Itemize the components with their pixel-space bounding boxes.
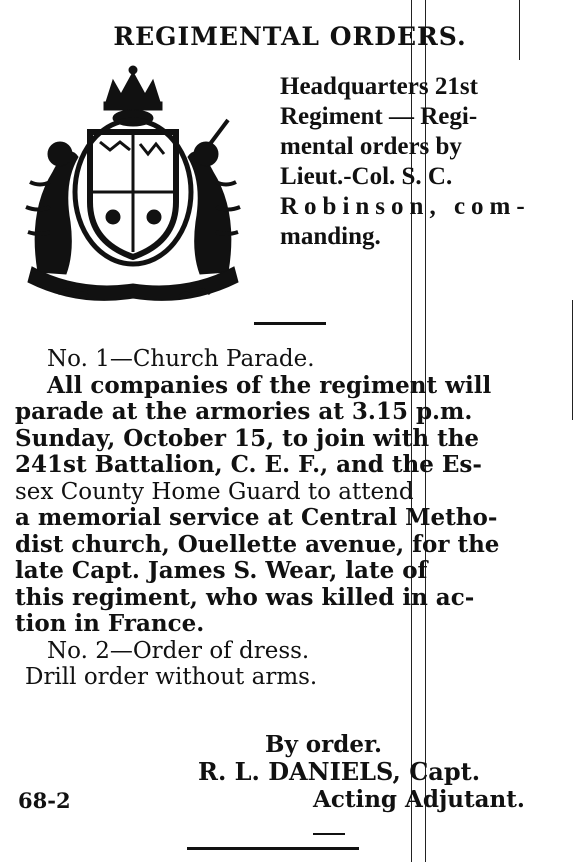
order2-heading: No. 2—Order of dress. — [47, 637, 310, 664]
by-order: By order. — [265, 731, 382, 758]
order1-line: sex County Home Guard to attend — [15, 478, 414, 505]
order1-line: a memorial service at Central Metho- — [15, 504, 498, 531]
order1-line: parade at the armories at 3.15 p.m. — [15, 398, 473, 425]
royal-coat-of-arms-crest-icon — [18, 62, 248, 302]
section-divider — [187, 847, 359, 850]
signer-name: R. L. DANIELS, Capt. — [198, 757, 481, 786]
intro-line: Lieut.-Col. S. C. — [280, 163, 453, 190]
notice-code: 68-2 — [18, 788, 71, 813]
order-body — [15, 346, 570, 691]
intro-line: Headquarters 21st — [280, 73, 478, 100]
order1-line: late Capt. James S. Wear, late of — [15, 557, 428, 584]
order1-heading: No. 1—Church Parade. — [47, 346, 315, 372]
order1-line: 241st Battalion, C. E. F., and the Es- — [15, 451, 482, 478]
order1-line: this regiment, who was killed in ac- — [15, 583, 475, 611]
order1-line: Sunday, October 15, to join with the — [15, 424, 480, 452]
order2-line: Drill order without arms. — [25, 664, 318, 690]
order1-line: dist church, Ouellette avenue, for the — [15, 530, 500, 558]
intro-line: mental orders by — [280, 133, 462, 160]
page-title: REGIMENTAL ORDERS. — [113, 22, 467, 51]
column-rule — [572, 300, 573, 420]
intro-line: manding. — [280, 223, 381, 250]
intro-line: Robinson, com- — [280, 193, 531, 220]
order1-line: All companies of the regiment will — [47, 371, 492, 399]
order1-line: tion in France. — [15, 610, 205, 637]
intro-line: Regiment — Regi- — [280, 103, 478, 130]
headquarters-intro — [280, 72, 572, 252]
section-divider — [254, 322, 326, 325]
section-divider — [313, 833, 345, 835]
signer-title: Acting Adjutant. — [313, 786, 525, 813]
